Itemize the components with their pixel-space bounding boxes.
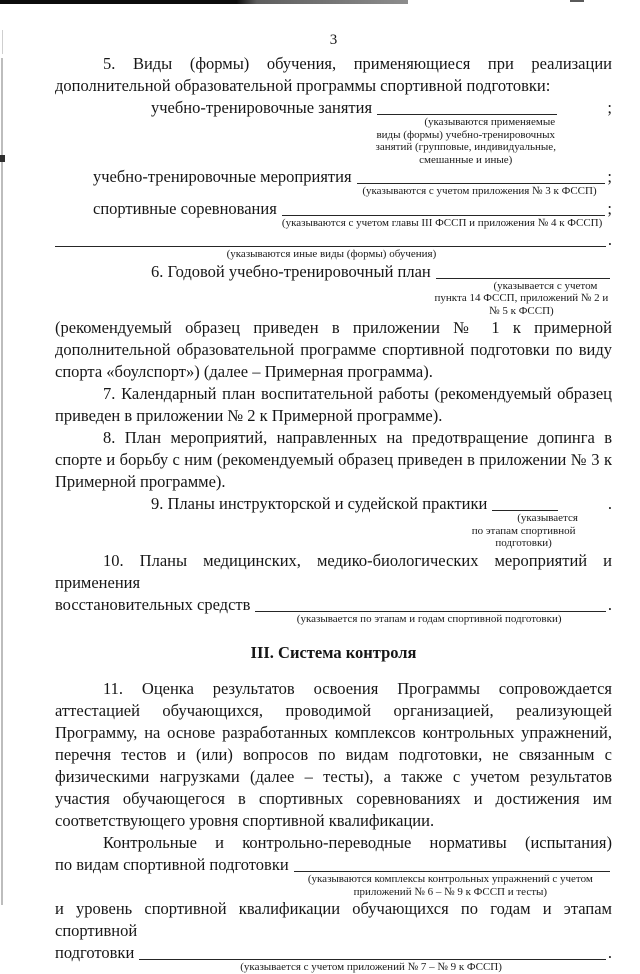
blank-footnote: (указывается по этапам спортивной подготовки): [471, 512, 578, 549]
blank-footnote: (указываются применяемые виды (формы) учебно-тренировочных занятий (групповые, индивидуальные, смешанные и иные): [375, 116, 556, 166]
blank-underline: [436, 261, 610, 279]
blank-footnote: (указываются с учетом приложения № 3 к ФССП): [362, 185, 597, 197]
blank-footnote: (указывается по этапам и годам спортивной подготовки): [296, 612, 562, 625]
item-11-paragraph: 11. Оценка результатов освоения Программы сопровождается аттестацией обучающихся, проводимой организацией, реализующей Программу, на основе разработанных комплексов контрольных упражнений, перечня тестов и (или) вопросов по видам подготовки, не связанным с физическими нагрузками (далее – тесты), а также с учетом результатов участия обучающегося в спортивных соревнованиях и достижения им соответствующего уровня спортивной квалификации.: [55, 679, 612, 830]
blank-footnote: (указывается с учетом пункта 14 ФССП, приложений № 2 и № 5 к ФССП): [434, 279, 609, 317]
page-number: 3: [329, 32, 338, 48]
punctuation: .: [607, 230, 612, 249]
blank-row-other-forms: [55, 229, 612, 261]
blank-underline: [294, 854, 610, 872]
scan-artifact-top-bar: [0, 0, 408, 4]
blank-row-training-sessions: [55, 97, 612, 166]
blank-label: 9. Планы инструкторской и судейской практики: [151, 494, 488, 513]
section-3-heading: III. Система контроля: [250, 643, 417, 662]
blank-label: учебно-тренировочные занятия: [151, 98, 373, 117]
fill-in-blank: [55, 229, 608, 261]
scan-artifact-left-blob: [0, 155, 5, 162]
punctuation: .: [607, 943, 612, 962]
punctuation: ;: [607, 198, 612, 218]
fill-in-blank: [250, 594, 607, 626]
item-5-line-2: дополнительной образовательной программы спортивной подготовки:: [55, 76, 551, 95]
scan-artifact-top-tick: [570, 0, 584, 2]
punctuation: ;: [607, 98, 612, 117]
blank-underline: [357, 166, 606, 184]
blank-label: 6. Годовой учебно-тренировочный план: [151, 261, 431, 281]
scan-artifact-left-edge: [1, 58, 3, 905]
blank-underline: [55, 229, 606, 247]
blank-row-annual-plan: [55, 261, 612, 318]
punctuation: ;: [607, 167, 612, 186]
recommended-sample-paragraph: (рекомендуемый образец приведен в приложении № 1 к примерной дополнительной образовательной программе спортивной подготовки по виду спорта «боулспорт») (далее – Примерная программа).: [55, 318, 612, 381]
blank-label: спортивные соревнования: [93, 198, 277, 218]
blank-footnote: (указываются с учетом главы III ФССП и приложения № 4 к ФССП): [281, 216, 603, 229]
document-body: [55, 30, 612, 974]
fill-in-blank: [277, 198, 608, 230]
fill-in-blank: [134, 942, 608, 974]
blank-underline: [255, 594, 605, 612]
fill-in-blank: [471, 493, 578, 550]
blank-label: восстановительных средств: [55, 594, 251, 614]
fill-in-blank: [352, 166, 608, 198]
fill-in-blank: [431, 261, 612, 318]
blank-footnote: (указывается с учетом приложений № 7 – № 9 к ФССП): [240, 961, 502, 973]
blank-label: учебно-тренировочные мероприятия: [93, 167, 352, 186]
blank-underline: [282, 198, 606, 216]
blank-row-training-events: [55, 166, 612, 198]
scan-artifact-left-dash: [2, 30, 3, 54]
blank-underline: [139, 942, 606, 960]
blank-label: подготовки: [55, 943, 135, 962]
blank-row-recovery-means: [55, 594, 612, 626]
item-10-line-1: 10. Планы медицинских, медико-биологических мероприятий и применения: [55, 550, 612, 592]
blank-footnote: (указываются иные виды (формы) обучения): [226, 248, 437, 260]
item-5-line-1: 5. Виды (формы) обучения, применяющиеся при реализации: [103, 54, 612, 73]
punctuation: .: [607, 594, 612, 614]
blank-label: по видам спортивной подготовки: [55, 855, 289, 874]
item-8-paragraph: 8. План мероприятий, направленных на предотвращение допинга в спорте и борьбу с ним (рекомендуемый образец приведен в приложении № 3 к Примерной программе).: [55, 428, 612, 491]
control-standards-line-1: Контрольные и контрольно-переводные нормативы (испытания): [103, 833, 612, 852]
blank-underline: [492, 493, 558, 511]
blank-row-qualification: [55, 942, 612, 974]
punctuation: .: [607, 494, 612, 513]
blank-row-instructor-judge-practice: [55, 493, 612, 550]
blank-row-competitions: [55, 198, 612, 230]
item-7-paragraph: 7. Календарный план воспитательной работы (рекомендуемый образец приведен в приложении № 2 к Примерной программе).: [55, 384, 612, 425]
blank-underline: [377, 97, 557, 115]
fill-in-blank: [289, 854, 612, 898]
blank-footnote: (указываются комплексы контрольных упражнений с учетом приложений № 6 – № 9 к ФССП и тесты): [307, 873, 593, 898]
fill-in-blank: [372, 97, 559, 166]
blank-row-control-standards: [55, 854, 612, 898]
qualification-line-1: и уровень спортивной квалификации обучающихся по годам и этапам спортивной: [55, 899, 612, 940]
